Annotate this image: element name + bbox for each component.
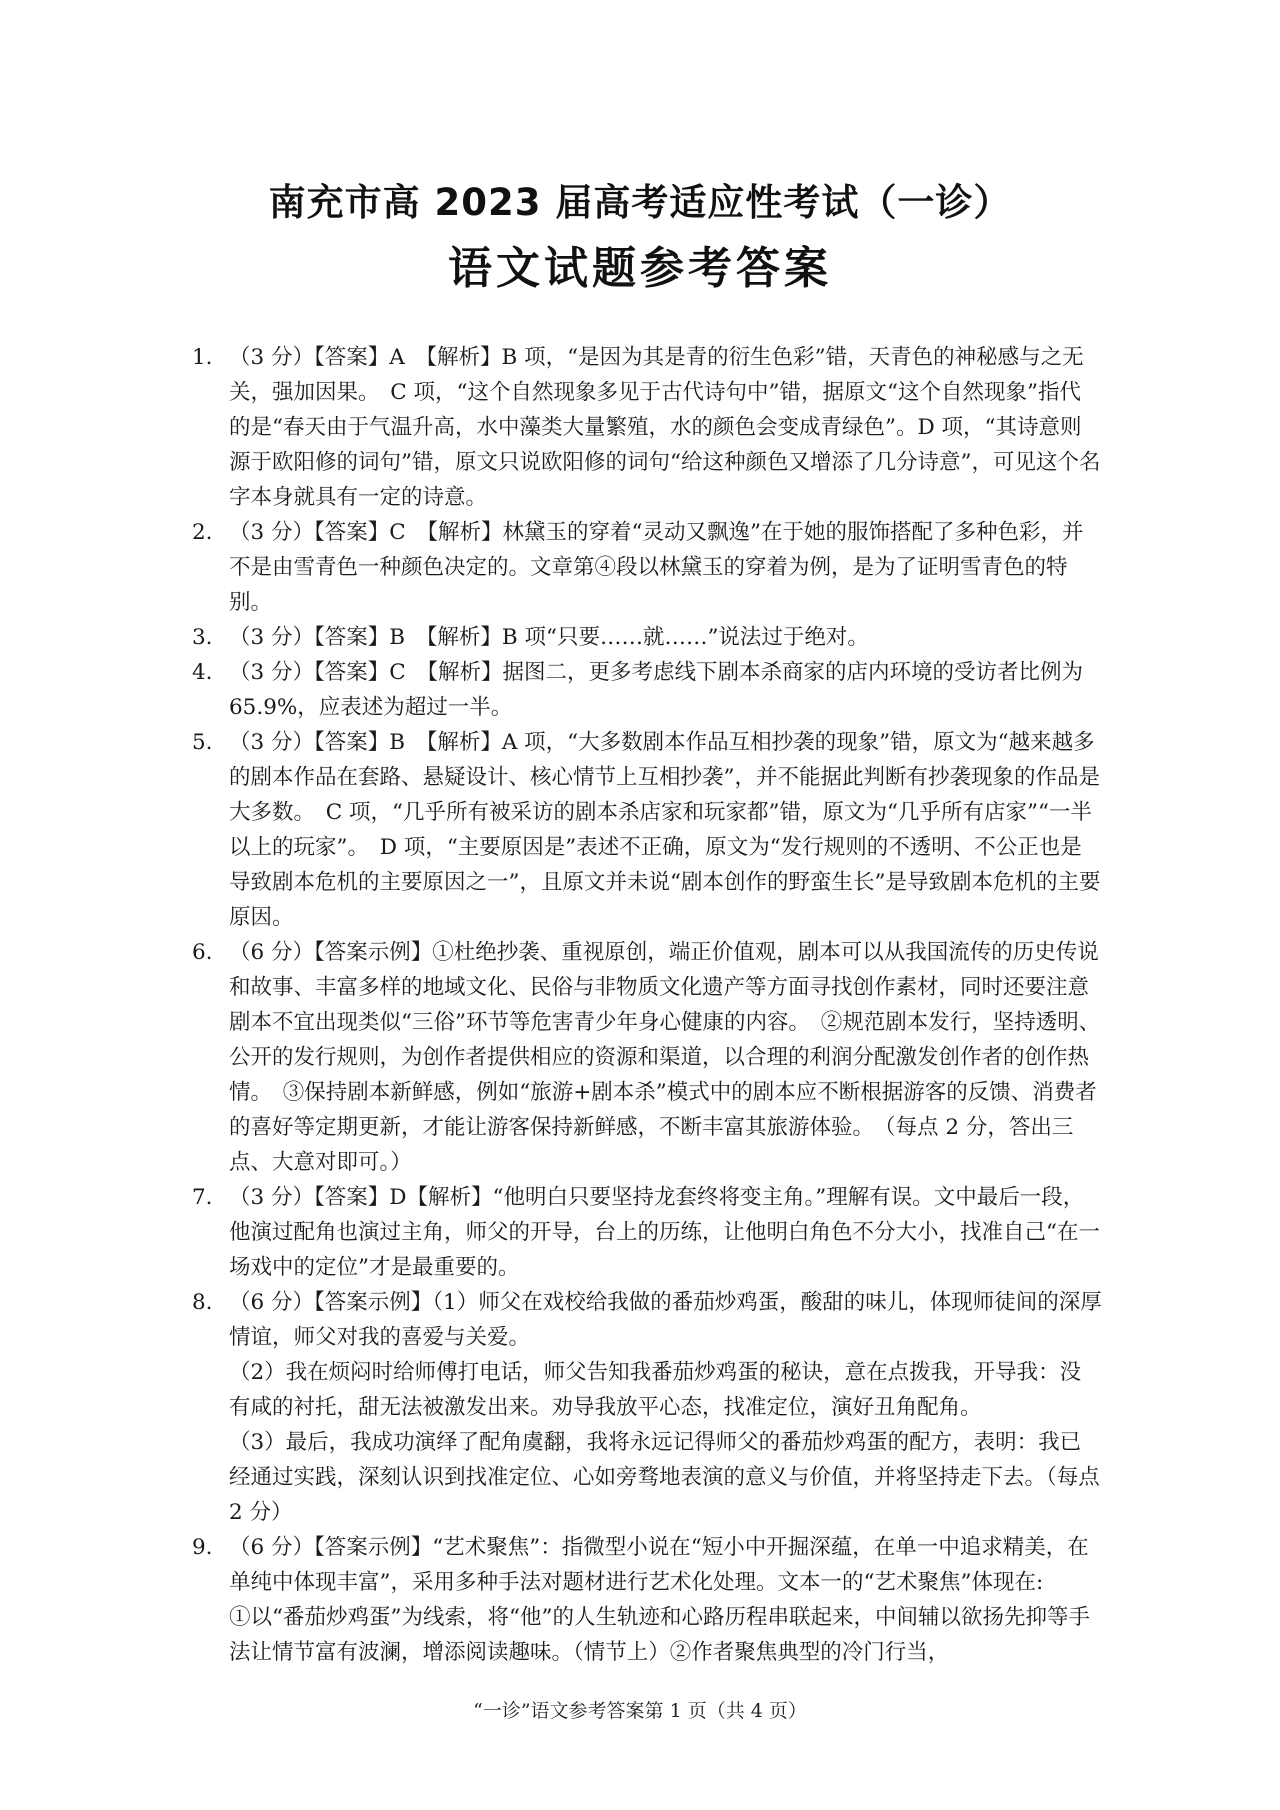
answer-item [192,340,1102,515]
answer-text: （6 分）【答案示例】（1）师父在戏校给我做的番茄炒鸡蛋，酸甜的味儿，体现师徒间的深厚情谊，师父对我的喜爱与关爱。 [229,1290,1102,1350]
question-number: 2. [192,520,213,545]
answer-item [192,620,1102,655]
answer-item [192,655,1102,725]
answer-key-title: 语文试题参考答案 [448,243,832,294]
answer-item [192,1180,1102,1285]
question-number: 1. [192,345,213,370]
question-number: 4. [192,660,213,685]
question-number: 7. [192,1185,213,1210]
question-number: 5. [192,730,213,755]
answer-list [192,340,1102,1670]
question-number: 9. [192,1535,213,1560]
answer-subpoint: （2）我在烦闷时给师傅打电话，师父告知我番茄炒鸡蛋的秘诀，意在点拨我，开导我：没有咸的衬托，甜无法被激发出来。劝导我放平心态，找准定位，演好丑角配角。 [229,1360,1082,1420]
answer-text: （3 分）【答案】C 【解析】据图二，更多考虑线下剧本杀商家的店内环境的受访者比例为 65.9%，应表述为超过一半。 [229,660,1083,720]
answer-text: （3 分）【答案】C 【解析】林黛玉的穿着“灵动又飘逸”在于她的服饰搭配了多种色彩，并不是由雪青色一种颜色决定的。文章第④段以林黛玉的穿着为例，是为了证明雪青色的特别。 [229,520,1084,615]
question-number: 3. [192,625,213,650]
answer-subpoint: （3）最后，我成功演绎了配角虞翻，我将永远记得师父的番茄炒鸡蛋的配方，表明：我已经通过实践，深刻认识到找准定位、心如旁骛地表演的意义与价值，并将坚持走下去。（每点 2 分） [229,1430,1100,1525]
answer-text: （3 分）【答案】B 【解析】A 项，“大多数剧本作品互相抄袭的现象”错，原文为“越来越多的剧本作品在套路、悬疑设计、核心情节上互相抄袭”，并不能据此判断有抄袭现象的作品是大多数。 C 项，“几乎所有被采访的剧本杀店家和玩家都”错，原文为“几乎所有店家”“一半以上的玩家”。 D 项，“主要原因是”表述不正确，原文为“发行规则的不透明、不公正也是导致剧本危机的主要原因之一”，且原文并未说“剧本创作的野蛮生长”是导致剧本危机的主要原因。 [229,730,1101,930]
answer-text: （3 分）【答案】B 【解析】B 项“只要……就……”说法过于绝对。 [229,625,869,650]
answer-text: （6 分）【答案示例】“艺术聚焦”：指微型小说在“短小中开掘深蕴，在单一中追求精美，在单纯中体现丰富”，采用多种手法对题材进行艺术化处理。文本一的“艺术聚焦”体现在: [229,1535,1089,1595]
exam-title: 南充市高 2023 届高考适应性考试（一诊） [268,181,1012,224]
answer-text: （3 分）【答案】A 【解析】B 项，“是因为其是青的衍生色彩”错，天青色的神秘感与之无关，强加因果。 C 项，“这个自然现象多见于古代诗句中”错，据原文“这个自然现象”指代的是“春天由于气温升高，水中藻类大量繁殖，水的颜色会变成青绿色”。D 项，“其诗意则源于欧阳修的词句”错，原文只说欧阳修的词句“给这种颜色又增添了几分诗意”，可见这个名字本身就具有一定的诗意。 [229,345,1101,510]
page-footer: “一诊”语文参考答案第 1 页（共 4 页） [473,1700,807,1722]
answer-text: （6 分）【答案示例】①杜绝抄袭、重视原创，端正价值观，剧本可以从我国流传的历史传说和故事、丰富多样的地域文化、民俗与非物质文化遗产等方面寻找创作素材，同时还要注意剧本不宜出现类似“三俗”环节等危害青少年身心健康的内容。 ②规范剧本发行，坚持透明、公开的发行规则，为创作者提供相应的资源和渠道，以合理的利润分配激发创作者的创作热情。 ③保持剧本新鲜感，例如“旅游+剧本杀”模式中的剧本应不断根据游客的反馈、消费者的喜好等定期更新，才能让游客保持新鲜感，不断丰富其旅游体验。 （每点 2 分，答出三点、大意对即可。） [229,940,1101,1175]
answer-item [192,725,1102,935]
answer-item [192,515,1102,620]
question-number: 6. [192,940,213,965]
answer-item [192,1530,1102,1600]
question-number: 8. [192,1290,213,1315]
answer-item [192,1285,1102,1355]
answer-item [192,935,1102,1180]
answer-text: （3 分）【答案】D【解析】“他明白只要坚持龙套终将变主角。”理解有误。文中最后一段，他演过配角也演过主角，师父的开导，台上的历练，让他明白角色不分大小，找准自己“在一场戏中的定位”才是最重要的。 [229,1185,1100,1280]
answer-subpoint: ①以“番茄炒鸡蛋”为线索，将“他”的人生轨迹和心路历程串联起来，中间辅以欲扬先抑等手法让情节富有波澜，增添阅读趣味。（情节上）②作者聚焦典型的冷门行当， [229,1605,1090,1665]
